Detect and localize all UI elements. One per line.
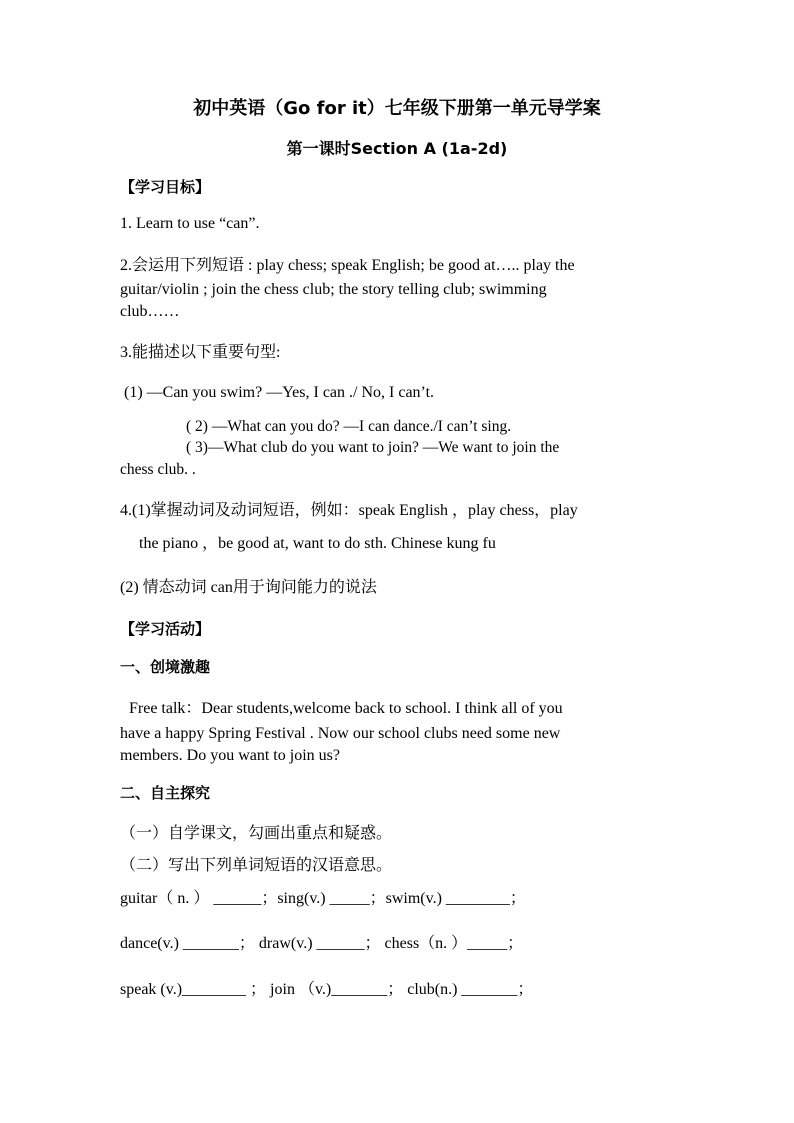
goals-heading: 【学习目标】: [120, 178, 211, 196]
section-1-heading: 一、创境激趣: [120, 658, 211, 676]
sentence-3-line-2: chess club. .: [120, 461, 196, 478]
sentence-2: ( 2) —What can you do? —I can dance./I can’t sing.: [186, 418, 512, 435]
task-2: （二）写出下列单词短语的汉语意思。: [120, 855, 393, 874]
goal-1: 1. Learn to use “can”.: [120, 215, 260, 232]
page-title: 初中英语（Go for it）七年级下册第一单元导学案: [193, 98, 601, 119]
goal-4-line-1: 4.(1)掌握动词及动词短语，例如：speak English ，play chess，play: [120, 502, 578, 519]
free-talk-line-1: Free talk：Dear students,welcome back to school. I think all of you: [129, 700, 563, 717]
free-talk-line-2: have a happy Spring Festival . Now our school clubs need some new: [120, 725, 561, 742]
sentence-3-line-1: ( 3)—What club do you want to join? —We want to join the: [186, 439, 560, 456]
task-1: （一）自学课文，勾画出重点和疑惑。: [120, 823, 393, 842]
activities-heading: 【学习活动】: [120, 620, 211, 638]
vocab-row-1: guitar（ n. ） ______；sing(v.) _____；swim(v.) ________；: [120, 890, 526, 907]
goal-2-line-1: 2.会运用下列短语 : play chess; speak English; be good at….. play the: [120, 257, 575, 274]
vocab-row-2: dance(v.) _______； draw(v.) ______； chess（n. ）_____；: [120, 935, 524, 952]
goal-2-line-3: club……: [120, 303, 180, 320]
page-subtitle: 第一课时Section A (1a-2d): [286, 139, 508, 158]
goal-3-intro: 3.能描述以下重要句型:: [120, 344, 281, 361]
goal-2-line-2: guitar/violin ; join the chess club; the story telling club; swimming: [120, 281, 547, 298]
goal-4-line-3: (2) 情态动词 can用于询问能力的说法: [120, 579, 377, 596]
free-talk-line-3: members. Do you want to join us?: [120, 747, 340, 764]
section-2-heading: 二、自主探究: [120, 784, 211, 802]
sentence-1: (1) —Can you swim? —Yes, I can ./ No, I can’t.: [124, 384, 435, 401]
vocab-row-3: speak (v.)________ ； join （v.)_______； club(n.) _______；: [120, 981, 534, 998]
goal-4-line-2: the piano ，be good at, want to do sth. Chinese kung fu: [139, 535, 496, 552]
